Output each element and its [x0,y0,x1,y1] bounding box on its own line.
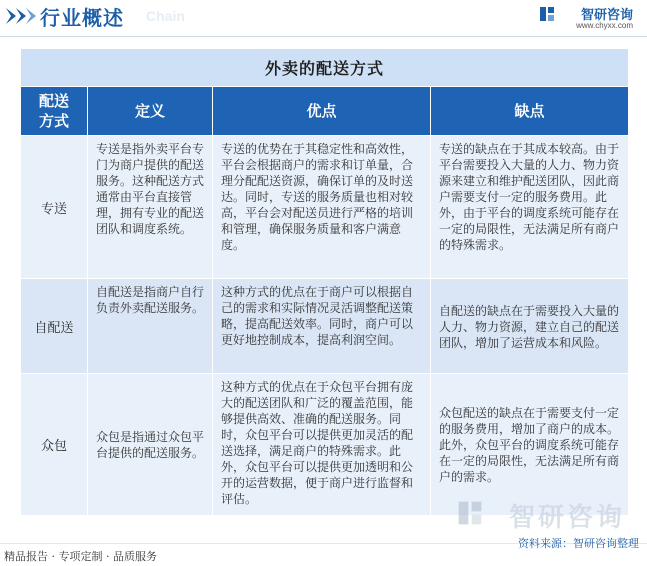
page-header [0,0,647,34]
row-cons: 自配送的缺点在于需要投入大量的人力、物力资源，建立自己的配送团队，增加了运营成本和风险。 [431,279,629,374]
delivery-methods-table [20,48,629,516]
table-row [21,136,629,279]
header-definition: 定义 [88,87,213,136]
row-type: 自配送 [21,279,88,374]
row-definition: 专送是指外卖平台专门为商户提供的配送服务。这种配送方式通常由平台直接管理，拥有专业的配送团队和调度系统。 [88,136,213,279]
brand-url: www.chyxx.com [576,21,633,30]
row-definition: 自配送是指商户自行负责外卖配送服务。 [88,279,213,374]
row-type: 专送 [21,136,88,279]
row-type: 众包 [21,374,88,516]
table-title: 外卖的配送方式 [21,49,629,87]
footer-slogan: 精品报告 · 专项定制 · 品质服务 [4,550,157,563]
brand-logo-icon [539,6,555,22]
watermark-logo-icon [457,500,483,526]
table-row [21,279,629,374]
header-pros: 优点 [213,87,431,136]
double-chevron-icon [6,6,40,26]
header-cons: 缺点 [431,87,629,136]
row-definition: 众包是指通过众包平台提供的配送服务。 [88,374,213,516]
row-pros: 这种方式的优点在于商户可以根据自己的需求和实际情况灵活调整配送策略，提高配送效率。同时，商户可以更好地控制成本，提高利润空间。 [213,279,431,374]
table-row [21,374,629,516]
page-title: 行业概述 [40,6,124,30]
header-type: 配送方式 [21,87,88,136]
row-cons: 专送的缺点在于其成本较高。由于平台需要投入大量的人力、物力资源来建立和维护配送团队，因此商户需要支付一定的服务费用。此外，由于平台的调度系统可能存在一定的局限性，无法满足所有商户的特殊需求。 [431,136,629,279]
header-divider [0,36,647,37]
header-ghost-text: Chain [146,8,185,24]
row-cons: 众包配送的缺点在于需要支付一定的服务费用，增加了商户的成本。此外，众包平台的调度系统可能存在一定的局限性，无法满足所有商户的需求。 [431,374,629,516]
watermark-text: 智研咨询 [508,503,625,533]
row-pros: 专送的优势在于其稳定性和高效性，平台会根据商户的需求和订单量，合理分配配送资源，确保订单的及时送达。同时，专送的服务质量也相对较高，平台会对配送员进行严格的培训和管理，确保服务质量和客户满意度。 [213,136,431,279]
footer-source: 资料来源：智研咨询整理 [518,537,639,550]
brand-name: 智研咨询 [580,8,633,23]
row-pros: 这种方式的优点在于众包平台拥有庞大的配送团队和广泛的覆盖范围，能够提供高效、准确的配送服务。同时，众包平台可以提供更加灵活的配送选择，满足商户的特殊需求。此外，众包平台可以提供更加透明和公开的运营数据，便于商户进行监督和评估。 [213,374,431,516]
